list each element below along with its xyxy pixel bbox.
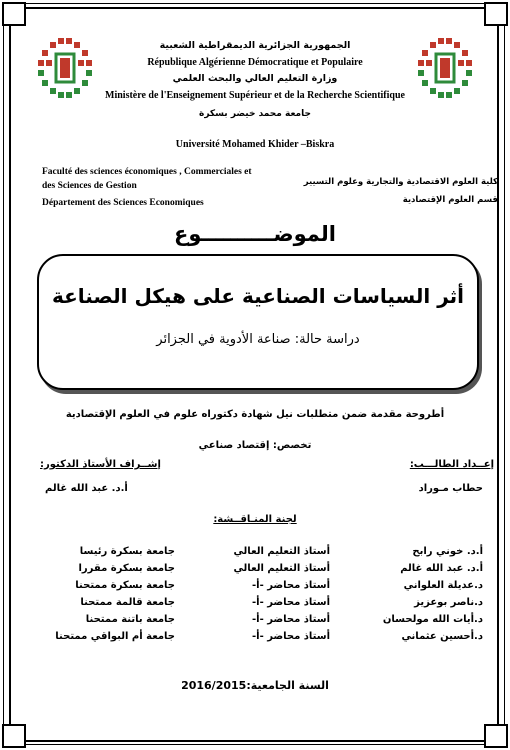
subject-heading: الموضــــــــــوع [174,222,336,246]
member-rank: أستاذ محاضر -أ- [252,580,330,591]
case-study-subtitle: دراسة حالة: صناعة الأدوية في الجزائر [156,332,360,347]
member-name: د.عديلة العلواني [403,580,483,591]
faculty-french-line1: Faculté des sciences économiques , Commerciales et [42,167,252,177]
member-affiliation: جامعة بسكرة مقررا [78,563,175,574]
member-name: د.ناصر بوعزيز [414,597,483,608]
member-affiliation: جامعة قالمة ممتحنا [80,597,175,608]
thesis-title-box [37,254,479,390]
republic-french: République Algérienne Démocratique et Populaire [147,57,363,68]
frame-corner [2,2,26,26]
member-rank: أستاذ التعليم العالي [233,563,330,574]
member-affiliation: جامعة أم البواقي ممتحنا [55,631,175,642]
supervisor-label: إشــراف الأستاذ الدكتور: [40,459,161,470]
department-french: Département des Sciences Economiques [42,198,204,208]
member-name: د.أيات الله مولحسان [382,614,483,625]
faculty-french-line2: des Sciences de Gestion [42,181,137,191]
specialization: تخصص: إقتصاد صناعي [198,440,312,451]
member-rank: أستاذ محاضر -أ- [252,597,330,608]
member-rank: أستاذ محاضر -أ- [252,614,330,625]
republic-arabic: الجمهورية الجزائرية الديمقراطية الشعبية [159,40,351,51]
ministry-french: Ministère de l'Enseignement Supérieur et de la Recherche Scientifique [105,90,405,101]
frame-corner [484,724,508,748]
member-name: أ.د. عبد الله غالم [400,563,483,574]
frame-corner [2,724,26,748]
university-french: Université Mohamed Khider –Biskra [175,139,335,150]
member-rank: أستاذ محاضر -أ- [252,631,330,642]
university-arabic: جامعة محمد خيضر بسكرة [199,109,311,119]
frame-corner [484,2,508,26]
submission-statement: أطروحة مقدمة ضمن متطلبات نيل شهادة دكتوراه علوم في العلوم الإقتصادية [65,409,445,420]
ministry-arabic: وزارة التعليم العالي والبحث العلمي [172,73,338,84]
committee-label: لجنة المنـاقــشة: [213,514,297,525]
student-name: حطاب مـوراد [418,483,483,494]
department-arabic: قسم العلوم الإقتصادية [402,195,498,205]
prepared-by-label: إعــداد الطالـــب: [409,459,494,470]
supervisor-name: أ.د. عبد الله غالم [45,483,128,494]
member-name: د.أحسين عثماني [401,631,483,642]
member-affiliation: جامعة بسكرة رئيسا [79,546,175,557]
faculty-arabic: كلية العلوم الاقتصادية والتجارية وعلوم التسيير [303,177,498,187]
member-name: أ.د. خوني رابح [412,546,483,557]
member-rank: أستاذ التعليم العالي [233,546,330,557]
member-affiliation: جامعة باتنة ممتحنا [85,614,175,625]
academic-year: السنة الجامعية:2016/2015 [181,679,329,692]
member-affiliation: جامعة بسكرة ممتحنا [75,580,175,591]
thesis-title: أثر السياسات الصناعية على هيكل الصناعة [51,284,465,308]
